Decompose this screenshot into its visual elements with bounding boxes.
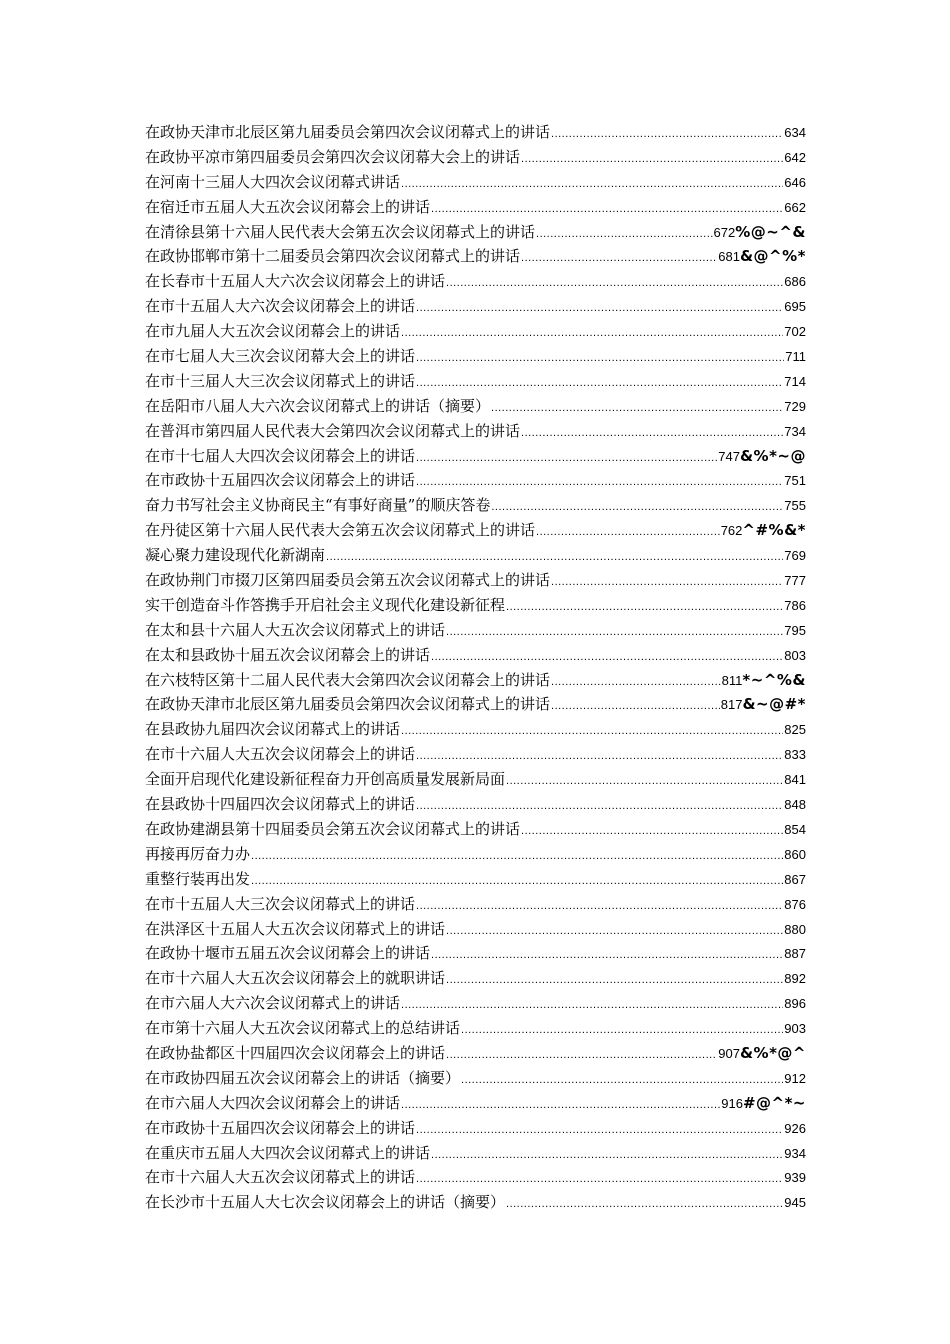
toc-entry-page-number: 860 [784,846,806,862]
dot-leader [491,495,783,520]
toc-entry[interactable] [145,369,806,394]
dot-leader [416,1118,783,1143]
toc-entry-page-number: 912 [784,1070,806,1086]
dot-leader [506,595,783,620]
toc-entry[interactable] [145,518,806,543]
toc-entry-title: 在政协建湖县第十四届委员会第五次会议闭幕式上的讲话 [145,819,521,838]
dot-leader [446,1043,717,1068]
dot-leader [446,919,783,944]
toc-entry-title: 重整行装再出发 [145,869,251,888]
toc-entry-page-number: 751 [784,473,806,489]
toc-entry-title: 在市十六届人大五次会议闭幕会上的讲话 [145,745,416,764]
toc-entry-page-number: 646 [784,174,806,190]
dot-leader [506,1192,783,1217]
toc-entry-title: 在长沙市十五届人大七次会议闭幕会上的讲话（摘要） [145,1193,506,1212]
toc-entry[interactable] [145,668,806,693]
toc-entry-page-number: 854 [784,821,806,837]
toc-entry-page-number: 880 [784,921,806,937]
toc-entry[interactable] [145,1041,806,1066]
toc-entry-page-number: 887 [784,946,806,962]
dot-leader [416,346,784,371]
toc-entry[interactable] [145,294,806,319]
toc-entry-title: 在政协天津市北辰区第九届委员会第四次会议闭幕式上的讲话 [145,123,551,141]
toc-entry-title: 在洪泽区十五届人大五次会议闭幕式上的讲话 [145,919,446,938]
toc-entry-page-number: 934 [784,1145,806,1161]
toc-entry-title: 在太和县十六届人大五次会议闭幕式上的讲话 [145,620,446,639]
toc-entry-page-number: 876 [784,896,806,912]
dot-leader [536,520,720,545]
toc-entry[interactable] [145,120,806,145]
toc-entry-title: 在政协十堰市五届五次会议闭幕会上的讲话 [145,944,431,963]
toc-entry-title: 实干创造奋斗作答携手开启社会主义现代化建设新征程 [145,595,506,614]
toc-entry-title: 在宿迁市五届人大五次会议闭幕会上的讲话 [145,197,431,216]
toc-entry-title: 在河南十三届人大四次会议闭幕式讲话 [145,172,401,191]
toc-entry-page-number: 786 [784,597,806,613]
toc-entry[interactable] [145,269,806,294]
toc-entry-page-number: 729 [784,398,806,414]
toc-entry-page-number: 817 [720,697,743,713]
toc-entry-title: 在市十三届人大三次会议闭幕式上的讲话 [145,371,416,390]
dot-leader [401,321,783,346]
toc-entry[interactable] [145,344,806,369]
toc-entry[interactable] [145,568,806,593]
toc-entry[interactable] [145,1141,806,1166]
toc-entry-page-number: 825 [784,722,806,738]
toc-entry-page-number: 642 [784,149,806,165]
dot-leader [401,719,783,744]
toc-entry-title: 奋力书写社会主义协商民主“有事好商量”的顺庆答卷 [145,496,491,515]
toc-entry[interactable] [145,792,806,817]
toc-entry-title: 在县政协九届四次会议闭幕式上的讲话 [145,720,401,739]
toc-entry[interactable] [145,1016,806,1041]
dot-leader [416,744,783,769]
toc-entry-page-number: 833 [784,747,806,763]
dot-leader [431,943,783,968]
toc-entry-symbols: &%*~@ [739,446,806,465]
toc-entry-page-number: 892 [784,971,806,987]
dot-leader [446,968,783,993]
dot-leader [401,1093,720,1118]
toc-entry-page-number: 907 [718,1045,740,1061]
toc-entry-title: 在清徐县第十六届人民代表大会第五次会议闭幕式上的讲话 [145,222,536,241]
dot-leader [431,1143,783,1168]
toc-entry[interactable] [145,717,806,742]
toc-entry-title: 在政协平凉市第四届委员会第四次会议闭幕大会上的讲话 [145,147,521,166]
toc-entry-page-number: 686 [784,274,806,290]
toc-entry-title: 在县政协十四届四次会议闭幕式上的讲话 [145,795,416,814]
toc-entry[interactable] [145,394,806,419]
toc-entry[interactable] [145,1091,806,1116]
toc-entry[interactable] [145,742,806,767]
toc-entry-title: 在市政协四届五次会议闭幕会上的讲话（摘要） [145,1068,461,1087]
toc-entry-page-number: 896 [784,996,806,1012]
dot-leader [251,869,783,894]
toc-entry-page-number: 634 [784,125,806,140]
dot-leader [536,222,713,247]
dot-leader [461,1018,783,1043]
toc-entry-page-number: 747 [718,448,740,464]
dot-leader [401,993,783,1018]
toc-entry-page-number: 811 [721,672,743,688]
toc-entry-page-number: 803 [784,647,806,663]
toc-entry-title: 在市第十六届人大五次会议闭幕式上的总结讲话 [145,1019,461,1038]
toc-entry-title: 再接再厉奋力办 [145,844,251,863]
dot-leader [551,694,720,719]
toc-entry-title: 在市政协十五届四次会议闭幕会上的讲话 [145,1118,416,1137]
toc-entry-symbols: &~@#* [742,695,806,714]
toc-entry[interactable] [145,319,806,344]
toc-entry[interactable] [145,618,806,643]
toc-entry-symbols: &@^%* [739,247,806,266]
toc-entry[interactable] [145,543,806,568]
dot-leader [416,894,783,919]
dot-leader [401,172,783,197]
table-of-contents [145,120,806,1215]
dot-leader [551,122,783,147]
toc-entry-title: 在普洱市第四届人民代表大会第四次会议闭幕式上的讲话 [145,421,521,440]
dot-leader [521,819,783,844]
toc-entry-title: 在政协盐都区十四届四次会议闭幕会上的讲话 [145,1043,446,1062]
toc-entry-title: 在市六届人大四次会议闭幕会上的讲话 [145,1093,401,1112]
toc-entry-page-number: 672 [713,224,736,240]
toc-entry-page-number: 734 [784,423,806,439]
toc-entry[interactable] [145,991,806,1016]
toc-entry-title: 在长春市十五届人大六次会议闭幕会上的讲话 [145,272,446,291]
dot-leader [431,197,783,222]
dot-leader [551,670,721,695]
toc-entry-title: 在市九届人大五次会议闭幕会上的讲话 [145,322,401,341]
toc-entry[interactable] [145,966,806,991]
toc-entry-page-number: 755 [784,498,806,514]
toc-entry-title: 在政协荆门市掇刀区第四届委员会第五次会议闭幕式上的讲话 [145,571,551,590]
toc-entry[interactable] [145,170,806,195]
toc-entry-page-number: 867 [784,871,806,887]
dot-leader [461,1068,783,1093]
toc-entry-page-number: 695 [784,299,806,315]
dot-leader [521,246,717,271]
toc-entry-page-number: 777 [784,573,806,589]
toc-entry[interactable] [145,767,806,792]
toc-entry-page-number: 903 [784,1021,806,1037]
toc-entry-title: 在市十六届人大五次会议闭幕式上的讲话 [145,1168,416,1187]
toc-entry-page-number: 711 [785,349,806,365]
toc-entry[interactable] [145,692,806,717]
toc-entry[interactable] [145,941,806,966]
toc-entry[interactable] [145,1066,806,1091]
toc-entry[interactable] [145,468,806,493]
toc-entry[interactable] [145,892,806,917]
toc-entry-title: 在重庆市五届人大四次会议闭幕式上的讲话 [145,1143,431,1162]
toc-entry-symbols: ^#%&* [742,521,806,540]
dot-leader [446,620,783,645]
toc-entry[interactable] [145,195,806,220]
toc-entry-page-number: 926 [784,1120,806,1136]
toc-entry-page-number: 795 [784,622,806,638]
dot-leader [506,769,783,794]
toc-entry-title: 在市十六届人大五次会议闭幕会上的就职讲话 [145,969,446,988]
toc-entry-title: 在政协天津市北辰区第九届委员会第四次会议闭幕式上的讲话 [145,695,551,714]
toc-entry[interactable] [145,817,806,842]
toc-entry-title: 在市七届人大三次会议闭幕大会上的讲话 [145,347,416,366]
toc-entry-title: 在政协邯郸市第十二届委员会第四次会议闭幕式上的讲话 [145,247,521,266]
toc-entry-page-number: 841 [784,772,806,788]
toc-entry-title: 在市六届人大六次会议闭幕式上的讲话 [145,994,401,1013]
toc-entry-title: 在岳阳市八届人大六次会议闭幕式上的讲话（摘要） [145,396,491,415]
dot-leader [251,844,783,869]
dot-leader [416,371,783,396]
dot-leader [551,570,783,595]
toc-entry-page-number: 714 [784,373,806,389]
dot-leader [521,421,783,446]
toc-entry-page-number: 945 [784,1195,806,1211]
dot-leader [416,794,783,819]
toc-entry[interactable] [145,1190,806,1215]
dot-leader [446,271,783,296]
toc-entry-page-number: 848 [784,797,806,813]
toc-entry-title: 在市十七届人大四次会议闭幕会上的讲话 [145,446,416,465]
toc-entry-title: 在市十五届人大六次会议闭幕会上的讲话 [145,297,416,316]
toc-entry[interactable] [145,444,806,469]
toc-entry[interactable] [145,1116,806,1141]
toc-entry-page-number: 681 [718,249,740,265]
toc-entry-page-number: 939 [784,1170,806,1186]
toc-entry[interactable] [145,867,806,892]
dot-leader [416,470,783,495]
toc-entry[interactable] [145,419,806,444]
dot-leader [416,1167,783,1192]
toc-entry-page-number: 769 [784,548,806,564]
toc-entry-symbols: &%*@^ [739,1043,806,1062]
dot-leader [491,396,783,421]
dot-leader [431,645,783,670]
toc-entry-title: 在太和县政协十届五次会议闭幕会上的讲话 [145,645,431,664]
toc-entry-title: 全面开启现代化建设新征程奋力开创高质量发展新局面 [145,770,506,789]
dot-leader [416,296,783,321]
toc-entry-page-number: 662 [784,199,806,215]
toc-entry-page-number: 916 [721,1095,743,1111]
toc-entry-page-number: 762 [720,523,743,539]
dot-leader [326,545,783,570]
dot-leader [416,446,717,471]
toc-entry-symbols: %@~^& [735,222,806,241]
toc-entry-title: 在丹徒区第十六届人民代表大会第五次会议闭幕式上的讲话 [145,521,536,540]
toc-entry-title: 在市政协十五届四次会议闭幕会上的讲话 [145,471,416,490]
toc-entry-symbols: *~^%& [742,670,806,689]
dot-leader [521,147,783,172]
toc-entry[interactable] [145,244,806,269]
toc-entry[interactable] [145,643,806,668]
toc-entry[interactable] [145,493,806,518]
toc-entry[interactable] [145,917,806,942]
toc-entry-title: 在市十五届人大三次会议闭幕式上的讲话 [145,894,416,913]
toc-entry[interactable] [145,842,806,867]
toc-entry[interactable] [145,220,806,245]
toc-entry[interactable] [145,593,806,618]
toc-entry-page-number: 702 [784,324,806,340]
toc-entry[interactable] [145,145,806,170]
toc-entry-title: 在六枝特区第十二届人民代表大会第四次会议闭幕会上的讲话 [145,670,551,689]
toc-entry[interactable] [145,1165,806,1190]
toc-entry-title: 凝心聚力建设现代化新湖南 [145,546,326,565]
toc-entry-symbols: #@^*~ [742,1093,806,1112]
